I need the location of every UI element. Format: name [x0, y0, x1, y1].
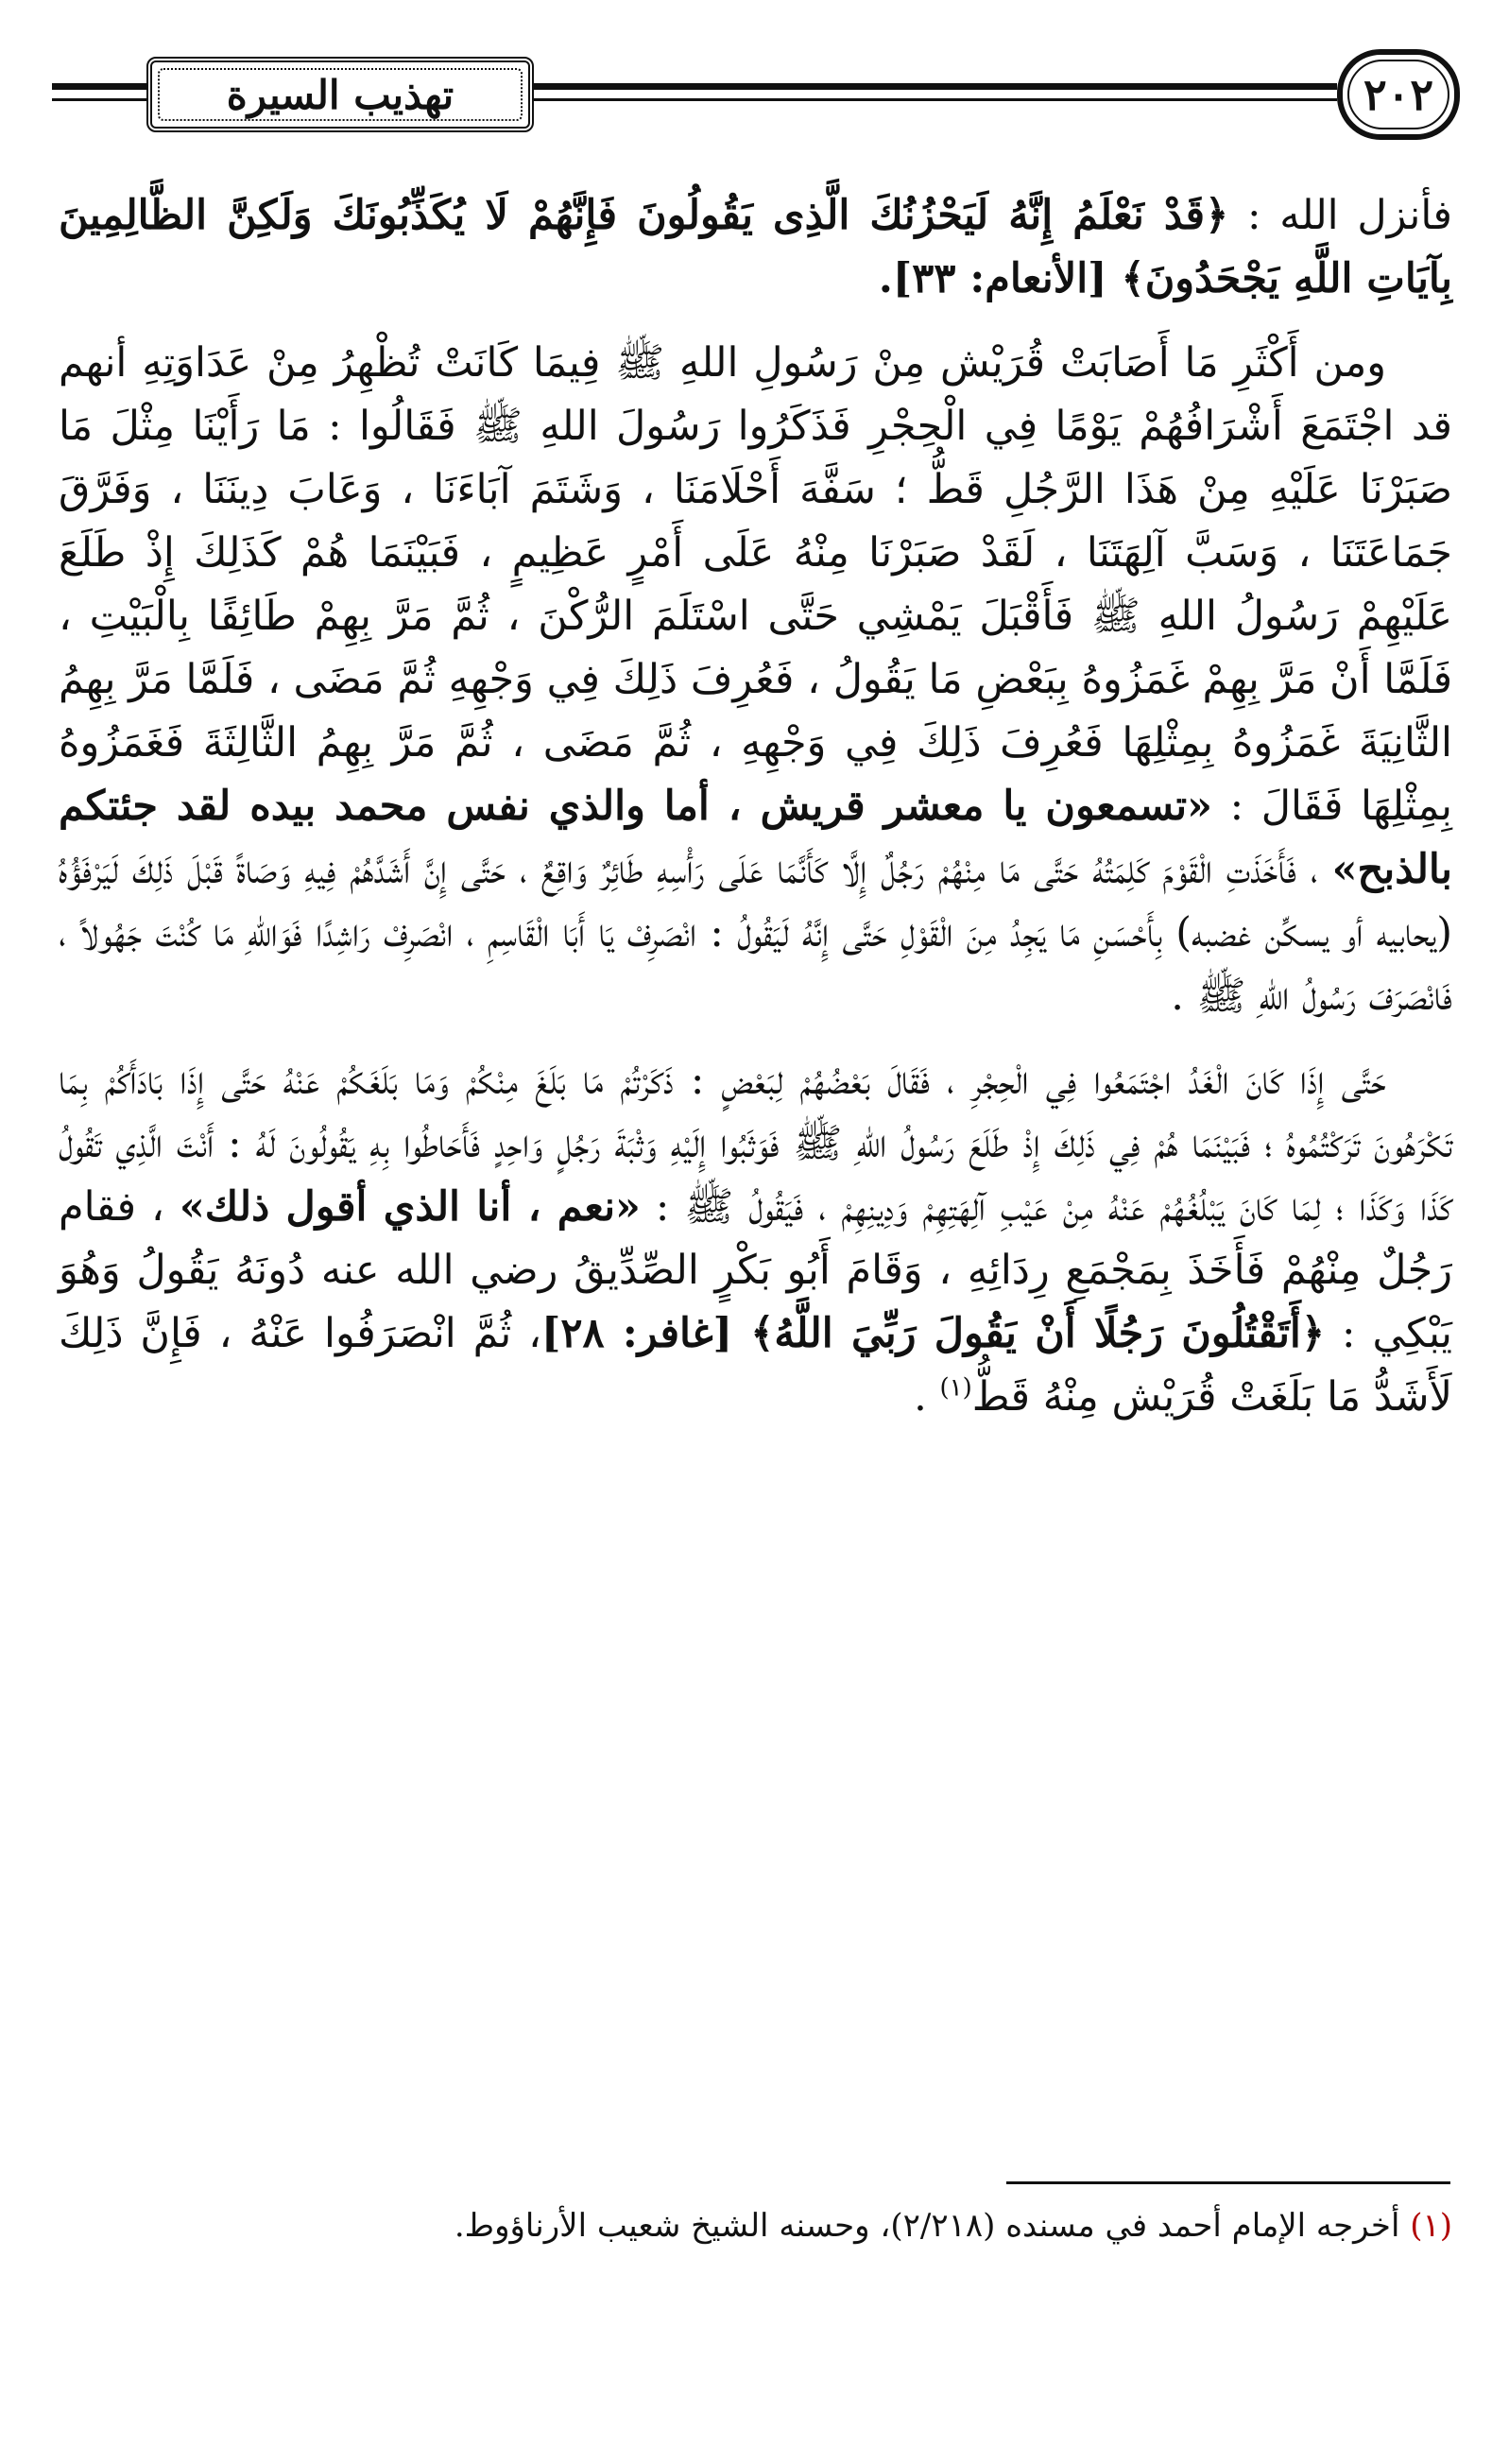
- footnote-marker: (١): [1410, 2207, 1452, 2245]
- main-text: [59, 184, 1452, 1450]
- hadith-quote: «تسمعون يا معشر قريش ، أما والذي نفس محمد بيده لقد جئتكم بالذبح»: [59, 783, 1452, 893]
- book-title: تهذيب السيرة: [226, 71, 454, 118]
- paragraph-3: [59, 1049, 1452, 1429]
- text-run: ، فقام رَجُلٌ مِنْهُمْ فَأَخَذَ بِمَجْمَعِ رِدَائِهِ ، وَقَامَ أَبُو بَكْرٍ الصِّدِّيقُ رضي الله عنه دُونَهُ يَقُولُ وَهُوَ يَبْكِي :: [59, 1183, 1452, 1357]
- footnote-reference[interactable]: (١): [939, 1373, 972, 1403]
- header-rule-middle-thin: [534, 98, 1337, 101]
- footnote-separator: [1006, 2181, 1450, 2184]
- page-number-frame: [1337, 49, 1460, 140]
- paragraph-1: [59, 184, 1452, 311]
- text-run: ، ثُمَّ انْصَرَفُوا عَنْهُ ، فَإِنَّ ذَلِكَ لَأَشَدُّ مَا بَلَغَتْ قُرَيْش مِنْهُ قَطُّ: [59, 1310, 1452, 1421]
- page-header: [52, 45, 1460, 145]
- text-run: ، فَأَخَذَتِ الْقَوْمَ كَلِمَتُهُ حَتَّى مَا مِنْهُمْ رَجُلٌ إِلَّا كَأَنَّمَا عَلَى رَأْسِهِ طَائِرٌ وَاقِعٌ ، حَتَّى إِنَّ أَشَدَّهُمْ فِيهِ وَصَاةً قَبْلَ ذَلِكَ لَيَرْفَؤُهُ (يحابيه أو يسكِّن غضبه) بِأَحْسَنِ مَا يَجِدُ مِنَ الْقَوْلِ حَتَّى إِنَّهُ لَيَقُولُ : انْصَرِفْ يَا أَبَا الْقَاسِمِ ، انْصَرِفْ رَاشِدًا فَوَاللهِ مَا كُنْتَ جَهُولاً ، فَانْصَرَفَ رَسُولُ اللهِ ﷺ .: [59, 846, 1452, 1020]
- verse-reference: [غافر: ٢٨]: [541, 1310, 751, 1357]
- text-run: حَتَّى إِذَا كَانَ الْغَدُ اجْتَمَعُوا فِي الْحِجْرِ ، فَقَالَ بَعْضُهُمْ لِبَعْضٍ : ذَكَرْتُمْ مَا بَلَغَ مِنْكُمْ وَمَا بَلَغَكُمْ عَنْهُ حَتَّى إِذَا بَادَأَكُمْ بِمَا تَكْرَهُونَ تَرَكْتُمُوهُ ؛ فَبَيْنَمَا هُمْ فِي ذَلِكَ إِذْ طَلَعَ رَسُولُ اللهِ ﷺ فَوَثَبُوا إِلَيْهِ وَثْبَةَ رَجُلٍ وَاحِدٍ فَأَحَاطُوا بِهِ يَقُولُونَ لَهُ : أَنْتَ الَّذِي تَقُولُ كَذَا وَكَذَا ؛ لِمَا كَانَ يَبْلُغُهُمْ عَنْهُ مِنْ عَيْبِ آلِهَتِهِمْ وَدِينِهِمْ ، فَيَقُولُ ﷺ :: [59, 1057, 1452, 1231]
- book-title-frame: [146, 57, 534, 132]
- quran-verse: ﴿أَتَقْتُلُونَ رَجُلًا أَنْ يَقُولَ رَبِّيَ اللَّهُ﴾: [750, 1310, 1326, 1357]
- page-number: ٢٠٢: [1363, 69, 1434, 120]
- header-rule-left: [52, 83, 146, 90]
- text-run: ومن أَكْثَرِ مَا أَصَابَتْ قُرَيْش مِنْ رَسُولِ اللهِ ﷺ فِيمَا كَانَتْ تُظْهِرُ مِنْ عَدَاوَتِهِ أنهم قد اجْتَمَعَ أَشْرَافُهُمْ يَوْمًا فِي الْحِجْرِ فَذَكَرُوا رَسُولَ اللهِ ﷺ فَقَالُوا : مَا رَأَيْنَا مِثْلَ مَا صَبَرْنَا عَلَيْهِ مِنْ هَذَا الرَّجُلِ قَطُّ ؛ سَفَّهَ أَحْلَامَنَا ، وَشَتَمَ آبَاءَنَا ، وَعَابَ دِينَنَا ، وَفَرَّقَ جَمَاعَتَنَا ، وَسَبَّ آلِهَتَنَا ، لَقَدْ صَبَرْنَا مِنْهُ عَلَى أَمْرٍ عَظِيمٍ ، فَبَيْنَمَا هُمْ كَذَلِكَ إِذْ طَلَعَ عَلَيْهِمْ رَسُولُ اللهِ ﷺ فَأَقْبَلَ يَمْشِي حَتَّى اسْتَلَمَ الرُّكْنَ ، ثُمَّ مَرَّ بِهِمْ طَائِفًا بِالْبَيْتِ ، فَلَمَّا أَنْ مَرَّ بِهِمْ غَمَزُوهُ بِبَعْضِ مَا يَقُولُ ، فَعُرِفَ ذَلِكَ فِي وَجْهِهِ ثُمَّ مَضَى ، فَلَمَّا مَرَّ بِهِمُ الثَّانِيَةَ غَمَزُوهُ بِمِثْلِهَا فَعُرِفَ ذَلِكَ فِي وَجْهِهِ ، ثُمَّ مَضَى ، ثُمَّ مَرَّ بِهِمُ الثَّالِثَةَ فَغَمَزُوهُ بِمِثْلِهَا فَقَالَ :: [59, 339, 1452, 830]
- header-rule-left-thin: [52, 98, 146, 101]
- paragraph-2: [59, 332, 1452, 1028]
- header-rule-middle: [534, 83, 1337, 90]
- verse-reference: [الأنعام: ٣٣].: [878, 255, 1122, 302]
- footnote-text: أخرجه الإمام أحمد في مسنده (٢/٢١٨)، وحسنه الشيخ شعيب الأرناؤوط.: [454, 2207, 1411, 2245]
- quran-verse: ﴿قَدْ نَعْلَمُ إِنَّهُ لَيَحْزُنُكَ الَّذِى يَقُولُونَ فَإِنَّهُمْ لَا يُكَذِّبُونَكَ وَلَكِنَّ الظَّالِمِينَ بِآيَاتِ اللَّهِ يَجْحَدُونَ﴾: [59, 192, 1452, 302]
- footnote: [59, 2202, 1452, 2249]
- text-run: .: [914, 1373, 940, 1421]
- hadith-quote: «نعم ، أنا الذي أقول ذلك»: [179, 1183, 641, 1231]
- text-run: فأنزل الله :: [1228, 192, 1452, 239]
